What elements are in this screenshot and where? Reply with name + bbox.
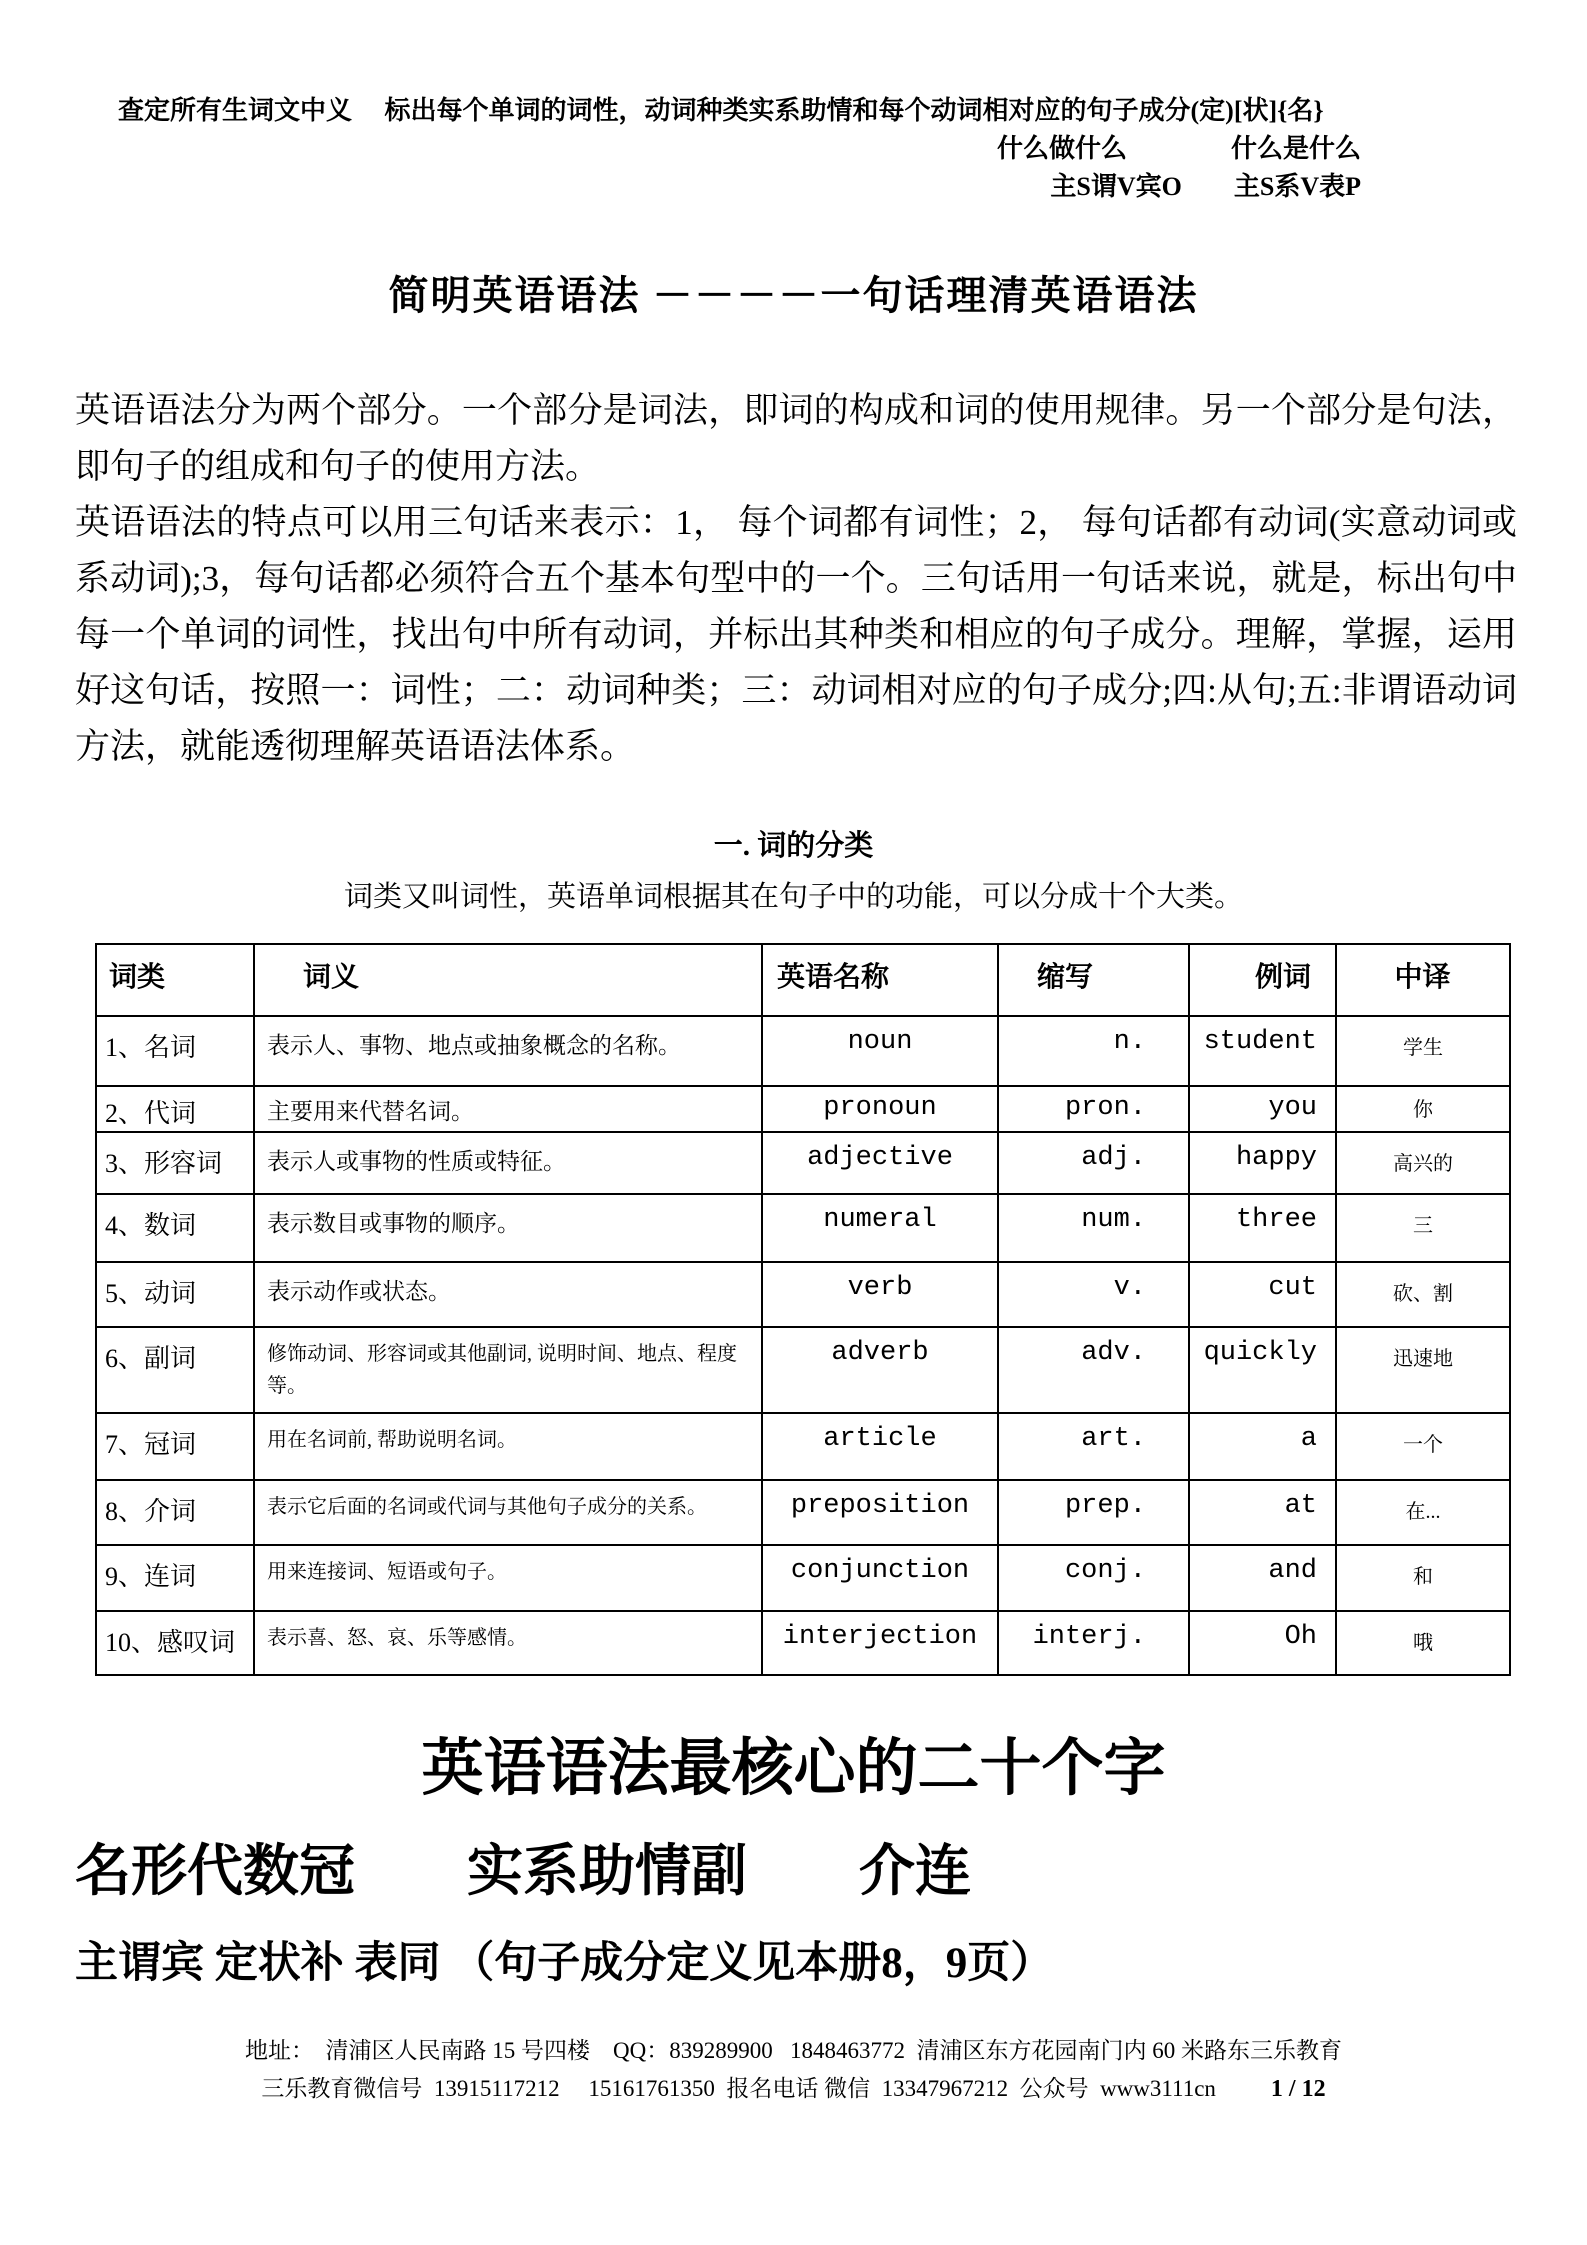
table-row: [96, 1016, 1510, 1086]
english-name-cell: preposition: [762, 1480, 998, 1545]
example-cell: cut: [1189, 1262, 1336, 1327]
section-subheading: 词类又叫词性，英语单词根据其在句子中的功能，可以分成十个大类。: [343, 881, 1243, 913]
core-twenty-chars-line: 名形代数冠 实系助情副 介连: [75, 1841, 971, 1903]
table-row: [96, 1086, 1510, 1132]
header-translation: 中译: [1336, 944, 1510, 1016]
english-name-cell: interjection: [762, 1611, 998, 1675]
header-meaning: 词义: [254, 944, 762, 1016]
table-row: [96, 1132, 1510, 1194]
parts-of-speech-table: [95, 943, 1511, 1676]
word-class-cell: 2、代词: [96, 1086, 254, 1132]
table-header-row: [96, 944, 1510, 1016]
translation-cell: 在...: [1336, 1480, 1510, 1545]
translation-cell: 哦: [1336, 1611, 1510, 1675]
example-cell: quickly: [1189, 1327, 1336, 1413]
header-english-name: 英语名称: [762, 944, 998, 1016]
page-number: 1 / 12: [1270, 2076, 1326, 2102]
word-class-cell: 5、动词: [96, 1262, 254, 1327]
abbreviation-cell: num.: [998, 1194, 1189, 1262]
english-name-cell: adverb: [762, 1327, 998, 1413]
word-class-cell: 10、感叹词: [96, 1611, 254, 1675]
page-title: 简明英语语法 －－－－一句话理清英语语法: [388, 273, 1199, 318]
footer-contact-text: 三乐教育微信号 13915117212 15161761350 报名电话 微信 13347967212 公众号 www3111cn: [261, 2076, 1216, 2101]
abbreviation-cell: pron.: [998, 1086, 1189, 1132]
example-cell: three: [1189, 1194, 1336, 1262]
section-heading: 一. 词的分类: [713, 830, 874, 862]
abbreviation-cell: n.: [998, 1016, 1189, 1086]
english-name-cell: conjunction: [762, 1545, 998, 1611]
meaning-cell: 用来连接词、短语或句子。: [254, 1545, 762, 1611]
meaning-cell: 表示数目或事物的顺序。: [254, 1194, 762, 1262]
annotation-line-2: 什么做什么 什么是什么: [996, 134, 1361, 163]
header-example: 例词: [1189, 944, 1336, 1016]
footer-address-line: 地址： 清浦区人民南路 15 号四楼 QQ：839289900 1848463772 清浦区东方花园南门内 60 米路东三乐教育: [245, 2038, 1342, 2063]
translation-cell: 你: [1336, 1086, 1510, 1132]
translation-cell: 高兴的: [1336, 1132, 1510, 1194]
meaning-cell: 表示它后面的名词或代词与其他句子成分的关系。: [254, 1480, 762, 1545]
word-class-cell: 7、冠词: [96, 1413, 254, 1480]
table-row: [96, 1545, 1510, 1611]
translation-cell: 迅速地: [1336, 1327, 1510, 1413]
translation-cell: 砍、割: [1336, 1262, 1510, 1327]
example-cell: student: [1189, 1016, 1336, 1086]
table-row: [96, 1480, 1510, 1545]
annotation-line-1: 查定所有生词文中义 标出每个单词的词性，动词种类实系助情和每个动词相对应的句子成分(定)[状]{名}: [118, 96, 1324, 125]
example-cell: and: [1189, 1545, 1336, 1611]
word-class-cell: 1、名词: [96, 1016, 254, 1086]
word-class-cell: 8、介词: [96, 1480, 254, 1545]
meaning-cell: 修饰动词、形容词或其他副词, 说明时间、地点、程度等。: [254, 1327, 762, 1413]
table-row: [96, 1194, 1510, 1262]
word-class-cell: 6、副词: [96, 1327, 254, 1413]
abbreviation-cell: adj.: [998, 1132, 1189, 1194]
table-row: [96, 1262, 1510, 1327]
abbreviation-cell: art.: [998, 1413, 1189, 1480]
abbreviation-cell: conj.: [998, 1545, 1189, 1611]
meaning-cell: 表示喜、怒、哀、乐等感情。: [254, 1611, 762, 1675]
english-name-cell: numeral: [762, 1194, 998, 1262]
abbreviation-cell: prep.: [998, 1480, 1189, 1545]
meaning-cell: 主要用来代替名词。: [254, 1086, 762, 1132]
footer-contact-line: [0, 2070, 1587, 2108]
translation-cell: 一个: [1336, 1413, 1510, 1480]
header-word-class: 词类: [96, 944, 254, 1016]
table-row: [96, 1413, 1510, 1480]
core-sentence-elements-line: 主谓宾 定状补 表同 （句子成分定义见本册8，9页）: [75, 1940, 1054, 1987]
abbreviation-cell: v.: [998, 1262, 1189, 1327]
english-name-cell: noun: [762, 1016, 998, 1086]
table-row: [96, 1327, 1510, 1413]
english-name-cell: adjective: [762, 1132, 998, 1194]
example-cell: happy: [1189, 1132, 1336, 1194]
meaning-cell: 用在名词前, 帮助说明名词。: [254, 1413, 762, 1480]
word-class-cell: 9、连词: [96, 1545, 254, 1611]
meaning-cell: 表示动作或状态。: [254, 1262, 762, 1327]
example-cell: Oh: [1189, 1611, 1336, 1675]
translation-cell: 学生: [1336, 1016, 1510, 1086]
header-abbreviation: 缩写: [998, 944, 1189, 1016]
intro-paragraphs: [75, 383, 1517, 775]
table-row: [96, 1611, 1510, 1675]
page-footer: [0, 2032, 1587, 2108]
example-cell: you: [1189, 1086, 1336, 1132]
example-cell: a: [1189, 1413, 1336, 1480]
translation-cell: 三: [1336, 1194, 1510, 1262]
example-cell: at: [1189, 1480, 1336, 1545]
core-heading: 英语语法最核心的二十个字: [421, 1735, 1166, 1803]
english-name-cell: pronoun: [762, 1086, 998, 1132]
word-class-cell: 3、形容词: [96, 1132, 254, 1194]
word-class-cell: 4、数词: [96, 1194, 254, 1262]
intro-paragraph-1: 英语语法分为两个部分。一个部分是词法，即词的构成和词的使用规律。另一个部分是句法，即句子的组成和句子的使用方法。: [75, 391, 1517, 486]
abbreviation-cell: adv.: [998, 1327, 1189, 1413]
meaning-cell: 表示人或事物的性质或特征。: [254, 1132, 762, 1194]
translation-cell: 和: [1336, 1545, 1510, 1611]
english-name-cell: article: [762, 1413, 998, 1480]
meaning-cell: 表示人、事物、地点或抽象概念的名称。: [254, 1016, 762, 1086]
annotation-line-3: 主S谓V宾O 主S系V表P: [1050, 172, 1361, 201]
abbreviation-cell: interj.: [998, 1611, 1189, 1675]
english-name-cell: verb: [762, 1262, 998, 1327]
intro-paragraph-2: 英语语法的特点可以用三句话来表示：1， 每个词都有词性；2， 每句话都有动词(实意动词或系动词);3，每句话都必须符合五个基本句型中的一个。三句话用一句话来说，就是，标出句中每一个单词的词性，找出句中所有动词，并标出其种类和相应的句子成分。理解，掌握，运用好这句话，按照一：词性；二：动词种类；三：动词相对应的句子成分;四:从句;五:非谓语动词方法，就能透彻理解英语语法体系。: [75, 503, 1517, 766]
